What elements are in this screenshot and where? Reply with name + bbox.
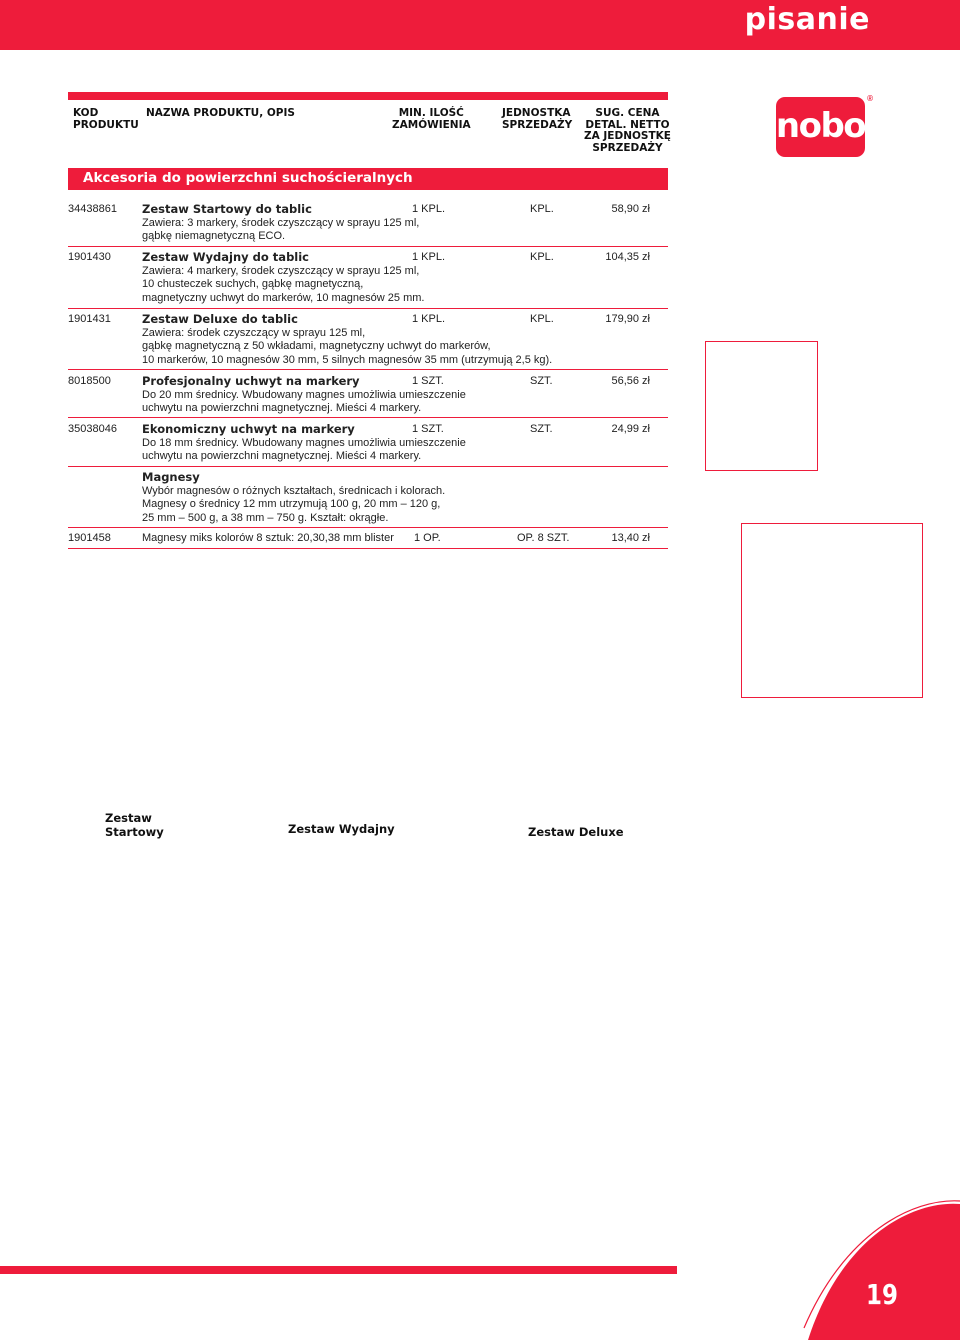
- product-unit: OP. 8 SZT.: [517, 532, 570, 544]
- product-description: Do 18 mm średnicy. Wbudowany magnes umożliwia umieszczenie uchwytu na powierzchni magnetycznej. Mieści 4 markery.: [142, 436, 466, 462]
- product-unit: SZT.: [530, 423, 553, 435]
- product-unit: SZT.: [530, 375, 553, 387]
- col-unit: JEDNOSTKA SPRZEDAŻY: [502, 107, 573, 131]
- product-code: 1901431: [68, 313, 111, 325]
- product-group-name: Magnesy: [142, 470, 200, 484]
- row-divider: [68, 466, 668, 467]
- section-title: pisanie: [744, 2, 870, 37]
- product-min-qty: 1 KPL.: [412, 203, 446, 215]
- caption-zestaw-startowy: Zestaw Startowy: [105, 811, 164, 839]
- col-name: NAZWA PRODUKTU, OPIS: [146, 107, 295, 119]
- category-banner: [68, 168, 668, 190]
- product-name: Profesjonalny uchwyt na markery: [142, 374, 360, 388]
- caption-zestaw-deluxe: Zestaw Deluxe: [528, 825, 624, 839]
- header-rule: [68, 92, 668, 100]
- col-min-qty: MIN. ILOŚĆ ZAMÓWIENIA: [392, 107, 471, 131]
- product-description: Zawiera: środek czyszczący w sprayu 125 ml, gąbkę magnetyczną z 50 wkładami, magnetyczny uchwyt do markerów, 10 markerów, 10 magnesów 30 mm, 5 silnych magnesów 35 mm (utrzymują 2,5 kg).: [142, 326, 553, 366]
- product-unit: KPL.: [530, 203, 554, 215]
- row-divider: [68, 369, 668, 370]
- product-price: 104,35 zł: [605, 251, 650, 263]
- product-min-qty: 1 KPL.: [412, 251, 446, 263]
- product-description: Wybór magnesów o różnych kształtach, średnicach i kolorach. Magnesy o średnicy 12 mm utrzymują 100 g, 20 mm – 120 g, 25 mm – 500 g, a 38 mm – 750 g. Kształt: okrągłe.: [142, 484, 446, 524]
- product-price: 13,40 zł: [611, 532, 650, 544]
- product-code: 1901458: [68, 532, 111, 544]
- product-unit: KPL.: [530, 251, 554, 263]
- product-min-qty: 1 SZT.: [412, 423, 444, 435]
- product-price: 179,90 zł: [605, 313, 650, 325]
- product-code: 8018500: [68, 375, 111, 387]
- page-corner-swoosh: [800, 1200, 960, 1340]
- page-number: 19: [866, 1278, 898, 1311]
- row-divider: [68, 548, 668, 549]
- col-code: KOD PRODUKTU: [73, 107, 139, 131]
- product-name: Zestaw Wydajny do tablic: [142, 250, 309, 264]
- col-price: SUG. CENA DETAL. NETTO ZA JEDNOSTKĘ SPRZEDAŻY: [584, 107, 671, 154]
- product-min-qty: 1 SZT.: [412, 375, 444, 387]
- product-price: 24,99 zł: [611, 423, 650, 435]
- bottom-bar: [0, 1266, 677, 1274]
- product-description: Zawiera: 4 markery, środek czyszczący w sprayu 125 ml, 10 chusteczek suchych, gąbkę magnetyczną, magnetyczny uchwyt do markerów, 10 magnesów 25 mm.: [142, 264, 425, 304]
- row-divider: [68, 308, 668, 309]
- product-price: 56,56 zł: [611, 375, 650, 387]
- product-unit: KPL.: [530, 313, 554, 325]
- product-code: 35038046: [68, 423, 117, 435]
- row-divider: [68, 527, 668, 528]
- logo-text: nobo: [775, 105, 866, 146]
- product-min-qty: 1 OP.: [414, 532, 441, 544]
- product-description: Do 20 mm średnicy. Wbudowany magnes umożliwia umieszczenie uchwytu na powierzchni magnetycznej. Mieści 4 markery.: [142, 388, 466, 414]
- product-description: Zawiera: 3 markery, środek czyszczący w sprayu 125 ml, gąbkę niemagnetyczną ECO.: [142, 216, 420, 242]
- top-section-bar: [0, 0, 960, 50]
- row-divider: [68, 417, 668, 418]
- product-name: Zestaw Startowy do tablic: [142, 202, 312, 216]
- product-name: Ekonomiczny uchwyt na markery: [142, 422, 355, 436]
- nobo-logo: [775, 94, 873, 157]
- logo-reg-mark: ®: [867, 94, 873, 103]
- product-min-qty: 1 KPL.: [412, 313, 446, 325]
- product-code: 34438861: [68, 203, 117, 215]
- category-title: Akcesoria do powierzchni suchościeralnych: [83, 170, 413, 186]
- product-image-frame: [705, 341, 818, 471]
- product-code: 1901430: [68, 251, 111, 263]
- product-price: 58,90 zł: [611, 203, 650, 215]
- product-image-frame: [741, 523, 923, 698]
- caption-zestaw-wydajny: Zestaw Wydajny: [288, 822, 395, 836]
- product-name: Magnesy miks kolorów 8 sztuk: 20,30,38 mm blister: [142, 532, 394, 544]
- row-divider: [68, 246, 668, 247]
- product-name: Zestaw Deluxe do tablic: [142, 312, 298, 326]
